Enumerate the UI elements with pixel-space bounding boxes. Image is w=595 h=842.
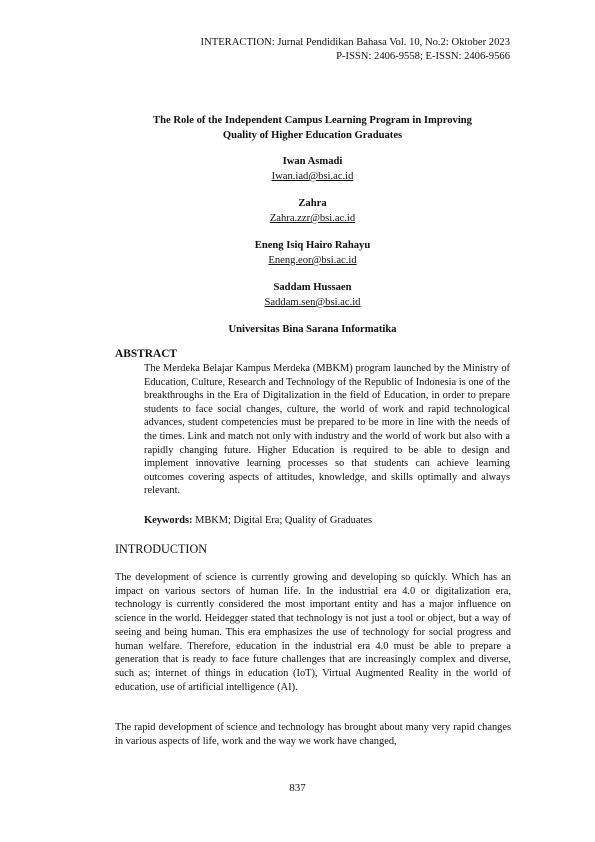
abstract-body: The Merdeka Belajar Kampus Merdeka (MBKM) program launched by the Ministry of Education, Culture, Research and Technology of the Republic of Indonesia is one of the breakthroughs in the Era of Digitalization in the field of Education, in order to prepare students to face social changes, culture, the world of work and rapid technological advances, student competencies must be prepared to be more in line with the needs of the times. Link and match not only with industry and the world of work but also with a rapidly changing future. Higher Education is required to be able to design and implement innovative learning processes so that students can achieve learning outcomes covering aspects of attitudes, knowledge, and skills optimally and always relevant. <box>144 363 510 497</box>
author-block <box>100 154 525 184</box>
author-block <box>100 196 525 226</box>
issn-line: P-ISSN: 2406-9558; E-ISSN: 2406-9566 <box>336 51 510 62</box>
abstract-heading: ABSTRACT <box>115 348 178 360</box>
author-block <box>100 280 525 310</box>
author-email-link[interactable]: Zahra.zzr@bsi.ac.id <box>269 213 356 224</box>
page-number: 837 <box>289 782 306 794</box>
title-line-1: The Role of the Independent Campus Learning Program in Improving <box>153 115 472 126</box>
introduction-heading: INTRODUCTION <box>115 542 208 556</box>
title-line-2: Quality of Higher Education Graduates <box>222 130 403 141</box>
author-email-link[interactable]: Iwan.iad@bsi.ac.id <box>271 171 354 182</box>
affiliation: Universitas Bina Sarana Informatika <box>228 324 397 335</box>
author-name: Saddam Hussaen <box>273 282 352 293</box>
keywords-label: Keywords: <box>144 515 193 526</box>
journal-name: INTERACTION: Jurnal Pendidikan Bahasa Vol. 10, No.2: Oktober 2023 <box>200 37 510 48</box>
author-block <box>100 238 525 268</box>
paper-title <box>100 113 525 143</box>
author-name: Eneng Isiq Hairo Rahayu <box>254 240 371 251</box>
keywords-values: MBKM; Digital Era; Quality of Graduates <box>195 515 372 526</box>
author-name: Iwan Asmadi <box>282 156 343 167</box>
author-list <box>100 154 525 337</box>
author-name: Zahra <box>298 198 327 209</box>
author-email-link[interactable]: Eneng.eor@bsi.ac.id <box>268 255 357 266</box>
author-email-link[interactable]: Saddam.sen@bsi.ac.id <box>264 297 361 308</box>
introduction-paragraph-2: The rapid development of science and technology has brought about many very rapid changes in various aspects of life, work and the way we work have changed, <box>115 722 511 747</box>
introduction-paragraph-1: The development of science is currently growing and developing so quickly. Which has an impact on various sectors of human life. In the industrial era 4.0 or digitalization era, technology is currently considered the most important entity and has a major influence on science in the world. Heidegger stated that technology is not just a tool or object, but a way of seeing and being human. This era emphasizes the use of technology for social progress and human welfare. Therefore, education in the industrial era 4.0 must be able to prepare a generation that is ready to face future challenges that are increasingly complex and diverse, such as; internet of things in education (IoT), Virtual Augmented Reality in the world of education, use of artificial intelligence (AI). <box>115 572 511 693</box>
keywords-line <box>144 514 510 528</box>
running-header <box>201 36 510 64</box>
